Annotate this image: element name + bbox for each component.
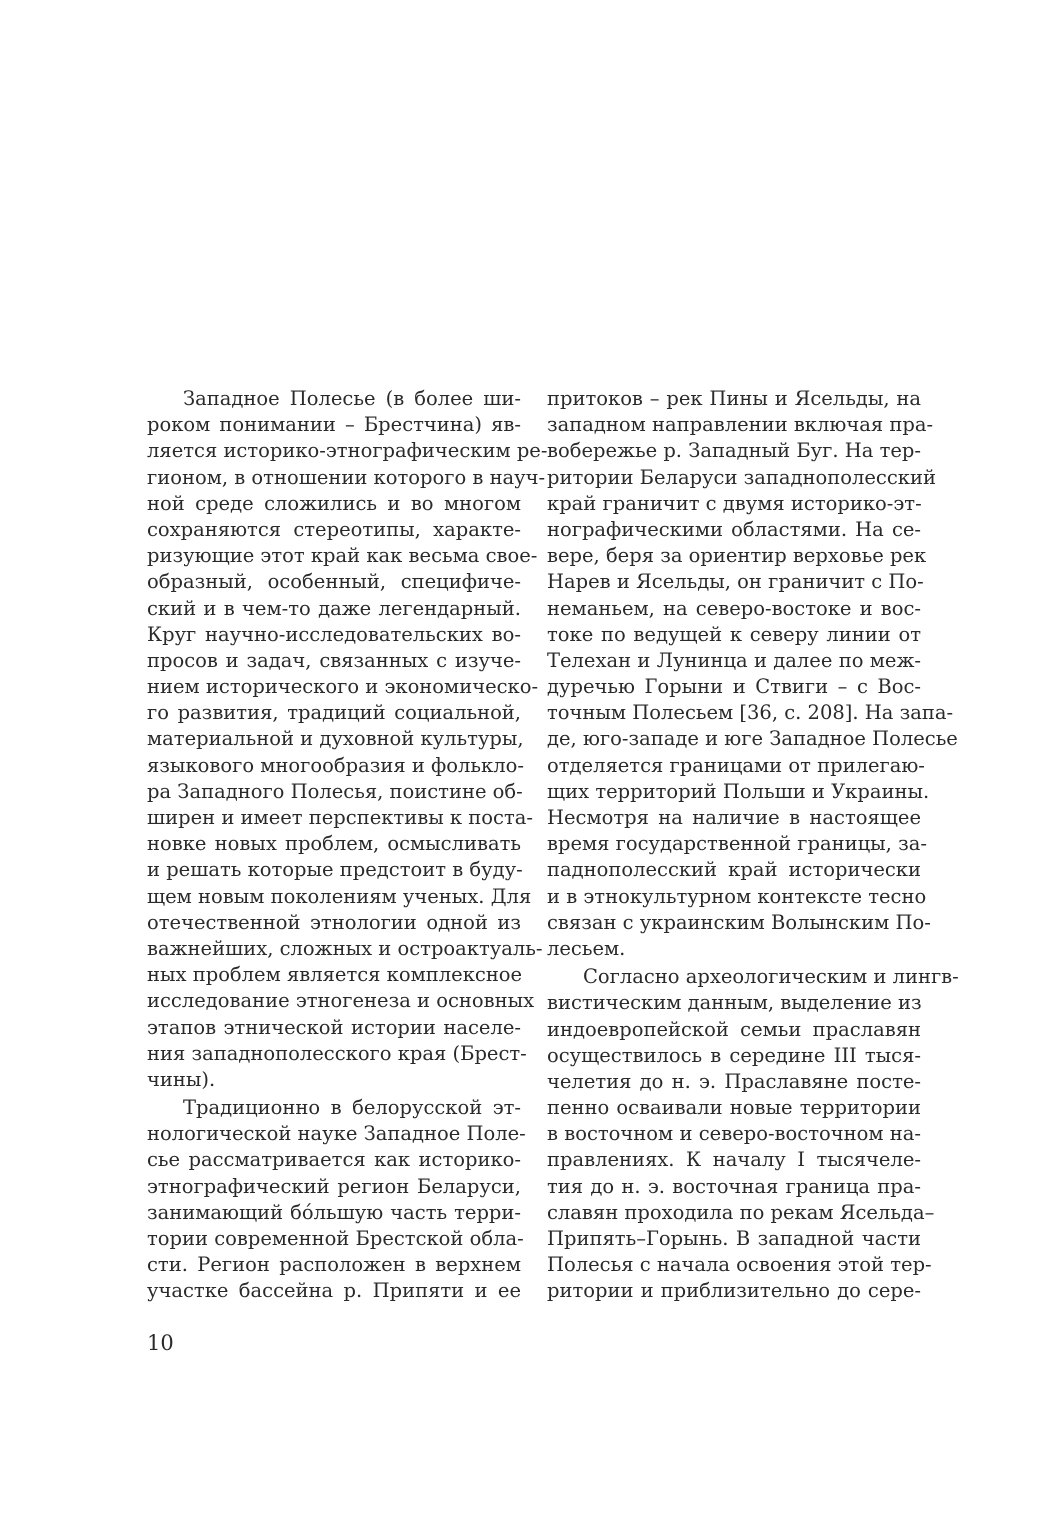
text-line: отечественной этнологии одной из <box>147 910 521 934</box>
text-line: ский и в чем-то даже легендарный. <box>147 596 521 620</box>
text-line: Нарев и Ясельды, он граничит с По- <box>547 570 924 594</box>
text-line: индоевропейской семьи праславян <box>547 1017 921 1041</box>
text-line: вистическим данным, выделение из <box>547 991 922 1015</box>
text-line: нием исторического и экономическо- <box>147 675 539 699</box>
text-line: правлениях. К началу I тысячеле- <box>547 1148 921 1172</box>
text-line: ных проблем является комплексное <box>147 963 523 987</box>
text-line: де, юго-западе и юге Западное Полесье <box>547 727 958 751</box>
text-line: тории современной Брестской обла- <box>147 1227 524 1250</box>
text-line: участке бассейна р. Припяти и ее <box>147 1279 521 1303</box>
text-line: западном направлении включая пра- <box>547 413 934 437</box>
text-line: го развития, традиций социальной, <box>147 701 521 725</box>
text-line: сье рассматривается как историко- <box>147 1148 521 1172</box>
text-line: осуществилось в середине III тыся- <box>547 1043 921 1067</box>
text-line: в восточном и северо-восточном на- <box>547 1122 921 1146</box>
text-line: и решать которые предстоит в буду- <box>147 858 523 882</box>
text-line: новке новых проблем, осмысливать <box>147 832 521 856</box>
text-line: край граничит с двумя историко-эт- <box>547 491 922 515</box>
text-line: этапов этнической истории населе- <box>147 1015 521 1039</box>
text-line: исследование этногенеза и основных <box>147 989 535 1013</box>
text-line: сти. Регион расположен в верхнем <box>147 1253 521 1277</box>
text-line: паднополесский край исторически <box>547 858 921 882</box>
text-line: материальной и духовной культуры, <box>147 727 524 751</box>
text-line: токе по ведущей к северу линии от <box>547 622 921 646</box>
text-line: ра Западного Полесья, поистине об- <box>147 779 523 803</box>
text-line: точным Полесьем [36, с. 208]. На запа- <box>547 701 954 725</box>
text-line: Телехан и Лунинца и далее по меж- <box>547 648 921 672</box>
text-line: ния западнополесского края (Брест- <box>147 1041 527 1065</box>
text-line: пенно осваивали новые территории <box>547 1096 921 1120</box>
text-line: языкового многообразия и фольклo- <box>147 753 524 777</box>
text-line: и в этнокультурном контексте тесно <box>547 884 927 908</box>
text-line: просов и задач, связанных с изуче- <box>147 648 521 672</box>
page-number: 10 <box>147 1331 174 1355</box>
text-line: Согласно археологическим и лингв- <box>583 965 959 989</box>
text-line: важнейших, сложных и остроактуаль- <box>147 936 543 960</box>
paragraph-4 <box>547 964 959 1304</box>
text-line: неманьем, на северо-востоке и вос- <box>547 596 921 620</box>
text-line: лесьем. <box>547 936 626 960</box>
right-column <box>547 386 959 1305</box>
text-line: занимающий бóльшую часть терри- <box>147 1200 521 1224</box>
text-line: притоков – рек Пины и Ясельды, на <box>547 387 921 410</box>
text-line: нологической науке Западное Поле- <box>147 1122 526 1146</box>
text-line: Западное Полесье (в более ши- <box>183 387 521 410</box>
paragraph-1 <box>147 386 548 1093</box>
text-line: щих территорий Польши и Украины. <box>547 779 930 803</box>
text-line: Припять–Горынь. В западной части <box>547 1227 921 1250</box>
text-line: ляется историко-этнографическим ре- <box>147 439 548 463</box>
left-column <box>147 386 548 1305</box>
text-line: ризующие этот край как весьма свое- <box>147 544 538 568</box>
text-line: Круг научно-исследовательских во- <box>147 622 521 646</box>
text-line: щем новым поколениям ученых. Для <box>147 884 532 908</box>
text-line: время государственной границы, за- <box>547 832 927 856</box>
text-line: отделяется границами от прилегаю- <box>547 753 925 777</box>
text-line: ной среде сложились и во многом <box>147 491 521 515</box>
text-line: вобережье р. Западный Буг. На тер- <box>547 439 921 463</box>
text-line: вере, беря за ориентир верховье рек <box>547 544 927 568</box>
text-line: связан с украинским Волынским По- <box>547 910 931 934</box>
text-line: тия до н. э. восточная граница пра- <box>547 1174 921 1198</box>
text-line: ритории и приблизительно до сере- <box>547 1279 921 1303</box>
text-line: Несмотря на наличие в настоящее <box>547 806 921 829</box>
paragraph-2 <box>147 1095 526 1305</box>
text-line: роком понимании – Брестчина) яв- <box>147 413 521 437</box>
text-line: этнографический регион Беларуси, <box>147 1174 521 1198</box>
text-line: Традиционно в белорусской эт- <box>183 1096 521 1120</box>
text-line: ритории Беларуси западнополесский <box>547 465 936 489</box>
text-line: сохраняются стереотипы, характе- <box>147 517 521 541</box>
text-line: дуречью Горыни и Ствиги – с Вос- <box>547 675 921 699</box>
paragraph-3 <box>547 386 958 962</box>
text-line: челетия до н. э. Праславяне посте- <box>547 1069 921 1093</box>
text-line: образный, особенный, специфиче- <box>147 570 521 594</box>
text-line: гионом, в отношении которого в науч- <box>147 465 546 489</box>
text-line: чины). <box>147 1067 216 1091</box>
text-line: нографическими областями. На се- <box>547 517 921 541</box>
text-line: славян проходила по рекам Ясельда– <box>547 1200 935 1224</box>
text-line: ширен и имеет перспективы к поста- <box>147 806 533 829</box>
text-line: Полесья с начала освоения этой тер- <box>547 1253 932 1277</box>
